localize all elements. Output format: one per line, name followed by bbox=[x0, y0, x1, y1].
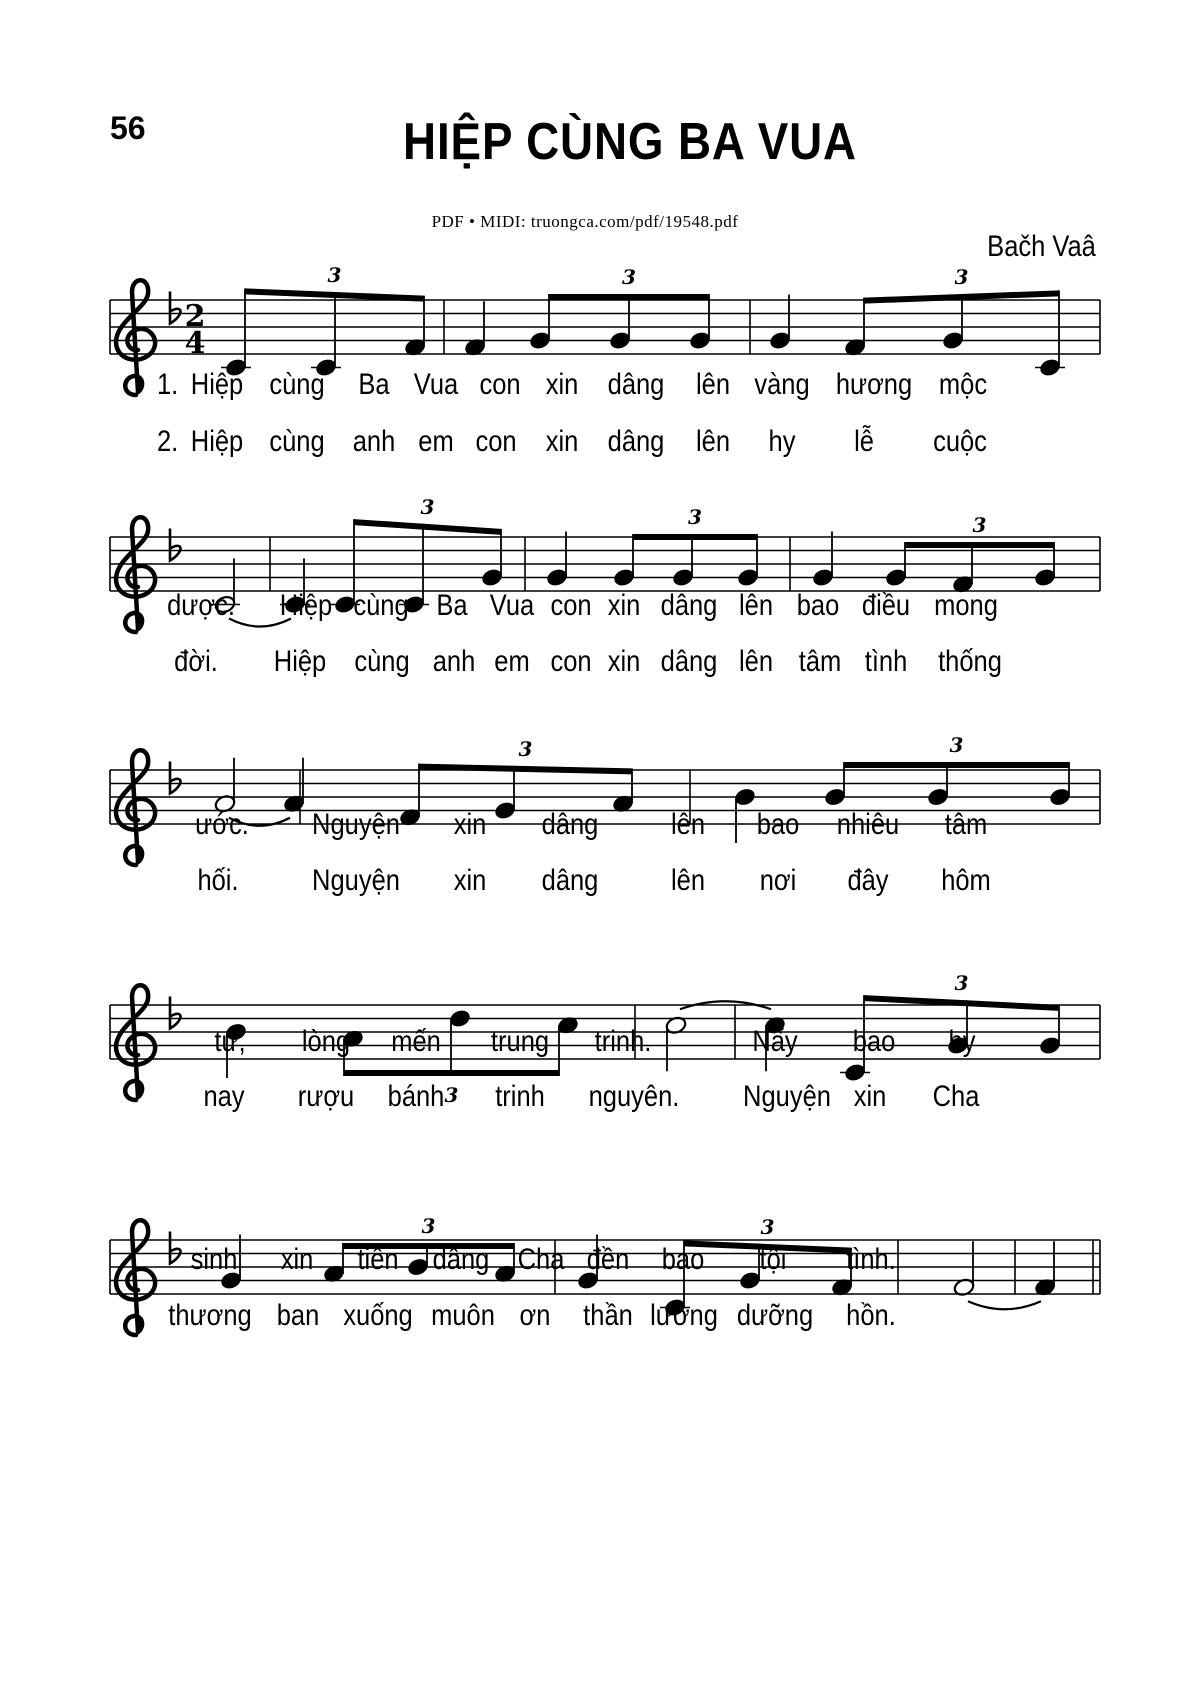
lyric-syllable: sinh bbox=[190, 1243, 238, 1276]
beam-2-2 bbox=[633, 534, 757, 540]
lyric-syllable: lên bbox=[738, 645, 774, 678]
beam-2-1 bbox=[354, 519, 501, 535]
lyric-syllable: Cha bbox=[932, 1080, 980, 1113]
lyric-syllable: tình bbox=[864, 645, 908, 678]
beam-4-1 bbox=[344, 1070, 559, 1076]
lyric-syllable: anh bbox=[432, 645, 476, 678]
note-1-11 bbox=[1039, 357, 1062, 377]
lyric-syllable: bao bbox=[796, 589, 840, 622]
lyric-syllable: tâm bbox=[798, 645, 842, 678]
lyric-syllable: rượu bbox=[297, 1080, 355, 1113]
note-5-7 bbox=[739, 1270, 762, 1290]
note-2-5 bbox=[481, 567, 504, 587]
lyric-syllable: đây bbox=[847, 864, 889, 897]
lyric-syllable: nay bbox=[203, 1080, 245, 1113]
triplet-label-5-1: 3 bbox=[421, 1214, 436, 1238]
lyric-syllable: Nguyện bbox=[743, 1080, 831, 1113]
lyric-syllable: lên bbox=[695, 425, 731, 458]
lyric-syllable: tiến bbox=[357, 1243, 399, 1276]
lyric-syllable: đời. bbox=[174, 645, 218, 678]
lyric-syllable: hương bbox=[835, 368, 913, 401]
lyric-syllable: Vua bbox=[413, 368, 459, 401]
lyric-syllable: nhiêu bbox=[836, 808, 900, 841]
tie-5-1 bbox=[968, 1301, 1041, 1309]
treble-clef-icon-1 bbox=[116, 280, 155, 395]
lyric-syllable: xin bbox=[607, 589, 641, 622]
verse-number-2: 2. bbox=[157, 425, 179, 458]
note-2-9 bbox=[737, 567, 760, 587]
triplet-label-2-3: 3 bbox=[972, 513, 987, 537]
note-2-6 bbox=[546, 567, 569, 587]
lyric-syllable: điều bbox=[861, 589, 911, 622]
lyric-syllable: lên bbox=[670, 864, 706, 897]
beam-2-3 bbox=[905, 542, 1054, 548]
source-link[interactable]: PDF • MIDI: truongca.com/pdf/19548.pdf bbox=[431, 212, 739, 231]
triplet-label-4-2: 3 bbox=[954, 971, 969, 995]
lyric-syllable: xin bbox=[453, 864, 487, 897]
lyric-syllable: dâng bbox=[660, 645, 718, 678]
lyric-syllable: anh bbox=[352, 425, 396, 458]
lyric-syllable: con bbox=[479, 368, 521, 401]
note-3-7 bbox=[824, 787, 847, 807]
lyric-syllable: dưỡng bbox=[736, 1299, 814, 1332]
lyric-syllable: cùng bbox=[269, 425, 325, 458]
lyric-syllable: Nguyện bbox=[312, 808, 400, 841]
lyric-syllable: em bbox=[494, 645, 530, 678]
note-5-3 bbox=[407, 1257, 430, 1277]
beam-3-1 bbox=[419, 764, 632, 775]
lyric-syllable: Hiệp bbox=[190, 425, 244, 458]
verse-number-1: 1. bbox=[157, 368, 179, 401]
lyric-syllable: cùng bbox=[353, 589, 409, 622]
triplet-label-2-1: 3 bbox=[420, 495, 435, 519]
lyric-syllable: Ba bbox=[358, 368, 390, 401]
lyric-syllable: cùng bbox=[354, 645, 410, 678]
lyric-syllable: mong bbox=[934, 589, 998, 622]
lyric-syllable: trung bbox=[490, 1025, 550, 1058]
lyric-syllable: dâng bbox=[541, 808, 599, 841]
treble-clef-icon-4-glyph bbox=[116, 985, 155, 1100]
note-2-13 bbox=[1034, 567, 1057, 587]
flat-sign-icon-4 bbox=[170, 997, 181, 1029]
lyric-syllable: hối. bbox=[197, 864, 239, 897]
lyric-syllable: dâng bbox=[541, 864, 599, 897]
lyric-syllable: Nguyện bbox=[312, 864, 400, 897]
note-2-11 bbox=[885, 567, 908, 587]
lyric-syllable: tội bbox=[759, 1243, 787, 1276]
lyric-syllable: xin bbox=[280, 1243, 314, 1276]
triplet-label-5-2: 3 bbox=[760, 1215, 775, 1239]
note-2-8 bbox=[672, 567, 695, 587]
triplet-label-1-3: 3 bbox=[954, 265, 969, 289]
lyric-syllable: dâng bbox=[607, 368, 665, 401]
note-4-9 bbox=[1039, 1035, 1062, 1055]
treble-clef-icon-5-glyph bbox=[116, 1220, 155, 1335]
lyric-syllable: thống bbox=[938, 645, 1002, 678]
lyric-syllable: bao bbox=[852, 1025, 896, 1058]
lyric-syllable: thần bbox=[583, 1299, 633, 1332]
triplet-label-3-2: 3 bbox=[949, 733, 964, 757]
note-3-4 bbox=[494, 800, 517, 820]
lyric-syllable: hy bbox=[948, 1025, 976, 1058]
lyric-syllable: ước. bbox=[195, 808, 249, 841]
lyric-syllable: nguyên. bbox=[588, 1080, 680, 1113]
lyric-syllable: dâng bbox=[432, 1243, 490, 1276]
lyric-syllable: xin bbox=[607, 645, 641, 678]
lyric-syllable: lương bbox=[650, 1299, 718, 1332]
flat-sign-icon-2 bbox=[170, 529, 181, 561]
triplet-label-2-2: 3 bbox=[688, 505, 702, 529]
treble-clef-icon-5 bbox=[116, 1220, 155, 1335]
lyric-syllable: tư, bbox=[214, 1025, 246, 1058]
lyric-syllable: dâng bbox=[660, 589, 718, 622]
note-3-6 bbox=[734, 787, 757, 807]
note-2-7 bbox=[613, 567, 636, 587]
time-signature-top: 2 bbox=[184, 299, 206, 334]
note-2-10 bbox=[812, 567, 835, 587]
flat-sign-icon-5 bbox=[170, 1232, 181, 1264]
lyric-syllable: tình. bbox=[846, 1243, 896, 1276]
lyric-syllable: xin bbox=[453, 808, 487, 841]
lyric-syllable: Hiệp bbox=[273, 645, 327, 678]
lyric-syllable: Hiệp bbox=[279, 589, 333, 622]
lyric-syllable: lên bbox=[738, 589, 774, 622]
triplet-label-3-1: 3 bbox=[518, 737, 533, 761]
note-4-3 bbox=[449, 1008, 472, 1028]
lyric-syllable: trinh. bbox=[594, 1025, 652, 1058]
lyric-syllable: đền bbox=[586, 1243, 630, 1276]
time-signature-bottom: 4 bbox=[184, 326, 206, 361]
lyric-syllable: em bbox=[418, 425, 454, 458]
lyric-syllable: bao bbox=[661, 1243, 705, 1276]
lyric-syllable: Nẩy bbox=[752, 1025, 798, 1058]
lyric-syllable: thương bbox=[168, 1299, 252, 1332]
lyric-syllable: Ba bbox=[436, 589, 468, 622]
page-number: 56 bbox=[110, 110, 146, 146]
beam-3-2 bbox=[844, 762, 1069, 768]
lyric-syllable: ơn bbox=[519, 1299, 551, 1332]
lyric-syllable: cùng bbox=[269, 368, 325, 401]
note-1-7 bbox=[689, 330, 712, 350]
lyric-syllable: Cha bbox=[517, 1243, 565, 1276]
lyric-syllable: hồn. bbox=[846, 1299, 896, 1332]
lyric-syllable: muôn bbox=[431, 1299, 495, 1332]
lyric-syllable: ban bbox=[276, 1299, 320, 1332]
note-3-9 bbox=[1049, 787, 1072, 807]
lyric-syllable: hôm bbox=[941, 864, 991, 897]
lyric-syllable: con bbox=[550, 589, 592, 622]
treble-clef-icon-1-glyph bbox=[116, 280, 155, 395]
lyric-syllable: lên bbox=[670, 808, 706, 841]
flat-sign-icon-3 bbox=[170, 762, 181, 794]
treble-clef-icon-2 bbox=[116, 517, 155, 632]
note-3-8 bbox=[927, 787, 950, 807]
treble-clef-icon-4 bbox=[116, 985, 155, 1100]
lyric-syllable: lễ bbox=[854, 425, 874, 458]
lyric-syllable: xuống bbox=[343, 1299, 413, 1332]
treble-clef-icon-2-glyph bbox=[116, 517, 155, 632]
lyric-syllable: lên bbox=[695, 368, 731, 401]
triplet-label-1-1: 3 bbox=[327, 263, 342, 287]
note-1-10 bbox=[942, 330, 965, 350]
lyric-syllable: xin bbox=[545, 425, 579, 458]
lyric-syllable: trinh bbox=[495, 1080, 545, 1113]
lyric-syllable: con bbox=[475, 425, 517, 458]
lyric-syllable: con bbox=[550, 645, 592, 678]
lyric-syllable: vàng bbox=[754, 368, 810, 401]
lyric-syllable: lòng bbox=[301, 1025, 351, 1058]
lyric-syllable: cuộc bbox=[933, 425, 987, 458]
lyric-syllable: dược. bbox=[167, 589, 235, 622]
lyric-syllable: dâng bbox=[607, 425, 665, 458]
beam-4-2 bbox=[864, 995, 1059, 1011]
note-1-5 bbox=[529, 330, 552, 350]
treble-clef-icon-3-glyph bbox=[116, 750, 155, 865]
lyric-syllable: xin bbox=[545, 368, 579, 401]
treble-clef-icon-3 bbox=[116, 750, 155, 865]
lyric-syllable: hy bbox=[768, 425, 796, 458]
lyric-syllable: Vua bbox=[489, 589, 535, 622]
flat-sign-icon-1 bbox=[170, 292, 181, 324]
composer-name: Bačh Vaâ bbox=[987, 230, 1096, 263]
lyric-syllable: mến bbox=[391, 1025, 441, 1058]
lyric-syllable: mộc bbox=[938, 368, 988, 401]
triplet-label-4-1: 3 bbox=[444, 1083, 459, 1107]
lyric-syllable: nơi bbox=[759, 864, 797, 897]
lyric-syllable: Hiệp bbox=[190, 368, 244, 401]
lyric-syllable: bánh bbox=[387, 1080, 445, 1113]
beam-1-2 bbox=[549, 294, 709, 300]
note-1-6 bbox=[609, 330, 632, 350]
note-1-8 bbox=[769, 330, 792, 350]
triplet-label-1-2: 3 bbox=[622, 265, 636, 289]
song-title: HIỆP CÙNG BA VUA bbox=[403, 113, 857, 171]
lyric-syllable: tâm bbox=[944, 808, 988, 841]
lyric-syllable: xin bbox=[853, 1080, 887, 1113]
lyric-syllable: bao bbox=[756, 808, 800, 841]
